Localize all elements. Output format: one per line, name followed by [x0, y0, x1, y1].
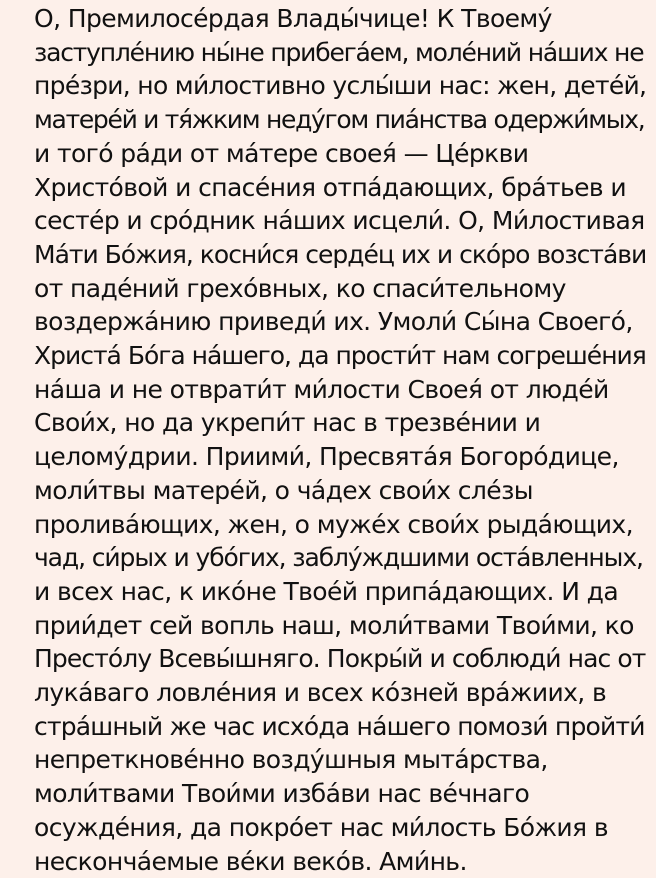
prayer-line: пре́зри, но ми́лостивно услы́ши нас: жен, дете́й,	[34, 71, 647, 101]
prayer-line: стра́шный же час исхо́да на́шего помози́ пройти́	[34, 711, 645, 741]
prayer-line: и того́ ра́ди от ма́тере своея́ — Це́ркви	[34, 138, 529, 168]
prayer-line: Свои́х, но да укрепи́т нас в трезве́нии и	[34, 408, 541, 438]
prayer-line: Престо́лу Всевы́шняго. Покры́й и соблюди́ нас от	[34, 644, 646, 674]
prayer-line: сесте́р и сро́дник на́ших исцели́. О, Ми́лостивая	[34, 206, 645, 236]
prayer-line: моли́твами Твои́ми изба́ви нас ве́чнаго	[34, 779, 530, 809]
prayer-text	[34, 2, 646, 878]
prayer-line: несконча́емые ве́ки веко́в. Ами́нь.	[34, 846, 467, 876]
prayer-line: и всех нас, к ико́не Твое́й припа́дающих. И да	[34, 576, 619, 606]
prayer-line: непреткнове́нно возду́шныя мыта́рства,	[34, 745, 548, 775]
prayer-line: прии́дет сей вопль наш, моли́твами Твои́ми, ко	[34, 610, 634, 640]
prayer-line: осужде́ния, да покро́ет нас ми́лость Бо́жия в	[34, 812, 608, 842]
prayer-line: матере́й и тя́жким неду́гом пиа́нства одержи́мых,	[34, 105, 645, 135]
prayer-line: О, Премилосе́рдая Влады́чице! К Твоему́	[34, 4, 552, 33]
prayer-line: пролива́ющих, жен, о муже́х свои́х рыда́ющих,	[34, 509, 633, 539]
prayer-line: Ма́ти Бо́жия, косни́ся серде́ц их и ско́ро возста́ви	[34, 239, 647, 269]
prayer-line: Христо́вой и спасе́ния отпа́дающих, бра́тьев и	[34, 172, 627, 202]
prayer-line: на́ша и не отврати́т ми́лости Своея́ от люде́й	[34, 374, 609, 404]
prayer-line: целому́дрии. Приими́, Пресвята́я Богоро́дице,	[34, 442, 619, 472]
prayer-line: от паде́ний грехо́вных, ко спаси́тельному	[34, 273, 566, 303]
prayer-line: воздержа́нию приведи́ их. Умоли́ Сы́на Своего́,	[34, 307, 633, 337]
prayer-line: моли́твы матере́й, о ча́дех свои́х сле́зы	[34, 475, 533, 505]
prayer-line: чад, си́рых и убо́гих, заблу́ждшими оста́вленных,	[34, 543, 643, 573]
prayer-line: лука́ваго ловле́ния и всех ко́зней вра́жиих, в	[34, 678, 607, 708]
prayer-line: заступле́нию ны́не прибега́ем, моле́ний на́ших не	[34, 37, 644, 67]
prayer-line: Христа́ Бо́га на́шего, да прости́т нам согреше́ния	[34, 341, 646, 371]
